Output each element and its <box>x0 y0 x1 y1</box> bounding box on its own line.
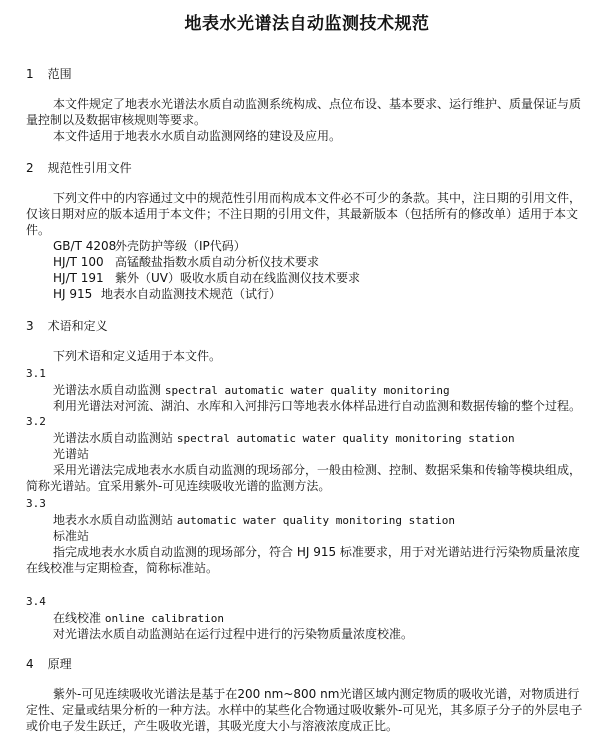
reference-item <box>53 270 360 286</box>
document-title: 地表水光谱法自动监测技术规范 <box>184 14 430 34</box>
section-number: 3 <box>26 319 34 333</box>
section-number: 1 <box>26 67 34 81</box>
term-definition: 对光谱法水质自动监测站在运行过程中进行的污染物质量浓度校准。 <box>53 627 414 641</box>
reference-name: 地表水自动监测技术规范（试行） <box>101 287 282 301</box>
reference-name: 紫外（UV）吸收水质自动在线监测仪技术要求 <box>115 271 360 285</box>
term-en: automatic water quality monitoring station <box>176 514 455 527</box>
section-number: 2 <box>26 161 34 175</box>
term-title <box>53 430 515 447</box>
section-title: 术语和定义 <box>47 319 108 333</box>
section-title: 原理 <box>47 657 72 671</box>
term-definition: 采用光谱法完成地表水水质自动监测的现场部分，一般由检测、控制、数据采集和传输等模块组成，简称光谱站。宜采用紫外-可见连续吸收光谱的监测方法。 <box>26 463 582 493</box>
section-1-paragraph-2: 本文件适用于地表水水质自动监测网络的建设及应用。 <box>53 129 342 143</box>
term-number: 3.3 <box>26 497 46 510</box>
term-zh: 地表水水质自动监测站 <box>53 513 174 527</box>
section-3-heading <box>26 318 108 334</box>
term-en: spectral automatic water quality monitoring <box>164 384 450 397</box>
term-zh: 在线校准 <box>53 611 102 625</box>
section-1-paragraph-1: 本文件规定了地表水光谱法水质自动监测系统构成、点位布设、基本要求、运行维护、质量保证与质量控制以及数据审核规则等要求。 <box>26 97 582 127</box>
section-2-heading <box>26 160 132 176</box>
term-zh: 光谱法水质自动监测 <box>53 383 162 397</box>
reference-item <box>53 254 319 270</box>
term-en: online calibration <box>104 612 225 625</box>
term-number: 3.2 <box>26 415 46 428</box>
term-alt-name: 标准站 <box>53 529 90 543</box>
section-4-heading <box>26 656 72 672</box>
term-title <box>53 382 450 399</box>
term-number: 3.1 <box>26 367 46 380</box>
section-title: 范围 <box>47 67 72 81</box>
section-1-heading <box>26 66 72 82</box>
term-definition: 利用光谱法对河流、湖泊、水库和入河排污口等地表水体样品进行自动监测和数据传输的整个过程。 <box>53 399 582 413</box>
section-3-intro: 下列术语和定义适用于本文件。 <box>53 349 222 363</box>
section-title: 规范性引用文件 <box>47 161 132 175</box>
term-alt-name: 光谱站 <box>53 447 90 461</box>
term-zh: 光谱法水质自动监测站 <box>53 431 174 445</box>
reference-name: 高锰酸盐指数水质自动分析仪技术要求 <box>115 255 320 269</box>
section-4-paragraph-1: 紫外-可见连续吸收光谱法是基于在200 nm~800 nm光谱区域内测定物质的吸收光谱，对物质进行定性、定量或结果分析的一种方法。水样中的某些化合物通过吸收紫外-可见光，其多原子分子的外层电子或价电子发生跃迁，产生吸收光谱，其吸光度大小与溶液浓度成正比。 <box>26 687 583 733</box>
term-number: 3.4 <box>26 595 46 608</box>
reference-name: 外壳防护等级（IP代码） <box>115 239 246 253</box>
reference-code: HJ/T 100 <box>53 255 104 269</box>
reference-code: HJ 915 <box>53 287 93 301</box>
reference-item <box>53 286 281 302</box>
term-en: spectral automatic water quality monitoring station <box>176 432 515 445</box>
section-2-paragraph-1: 下列文件中的内容通过文中的规范性引用而构成本文件必不可少的条款。其中，注日期的引用文件，仅该日期对应的版本适用于本文件；不注日期的引用文件，其最新版本（包括所有的修改单）适用于本文件。 <box>26 191 582 237</box>
term-definition: 指完成地表水水质自动监测的现场部分，符合 HJ 915 标准要求，用于对光谱站进行污染物质量浓度在线校准与定期检查，简称标准站。 <box>26 545 580 575</box>
term-title <box>53 512 455 529</box>
reference-code: HJ/T 191 <box>53 271 104 285</box>
reference-item <box>53 238 246 254</box>
section-number: 4 <box>26 657 34 671</box>
term-title <box>53 610 224 627</box>
reference-code: GB/T 4208 <box>53 239 117 253</box>
